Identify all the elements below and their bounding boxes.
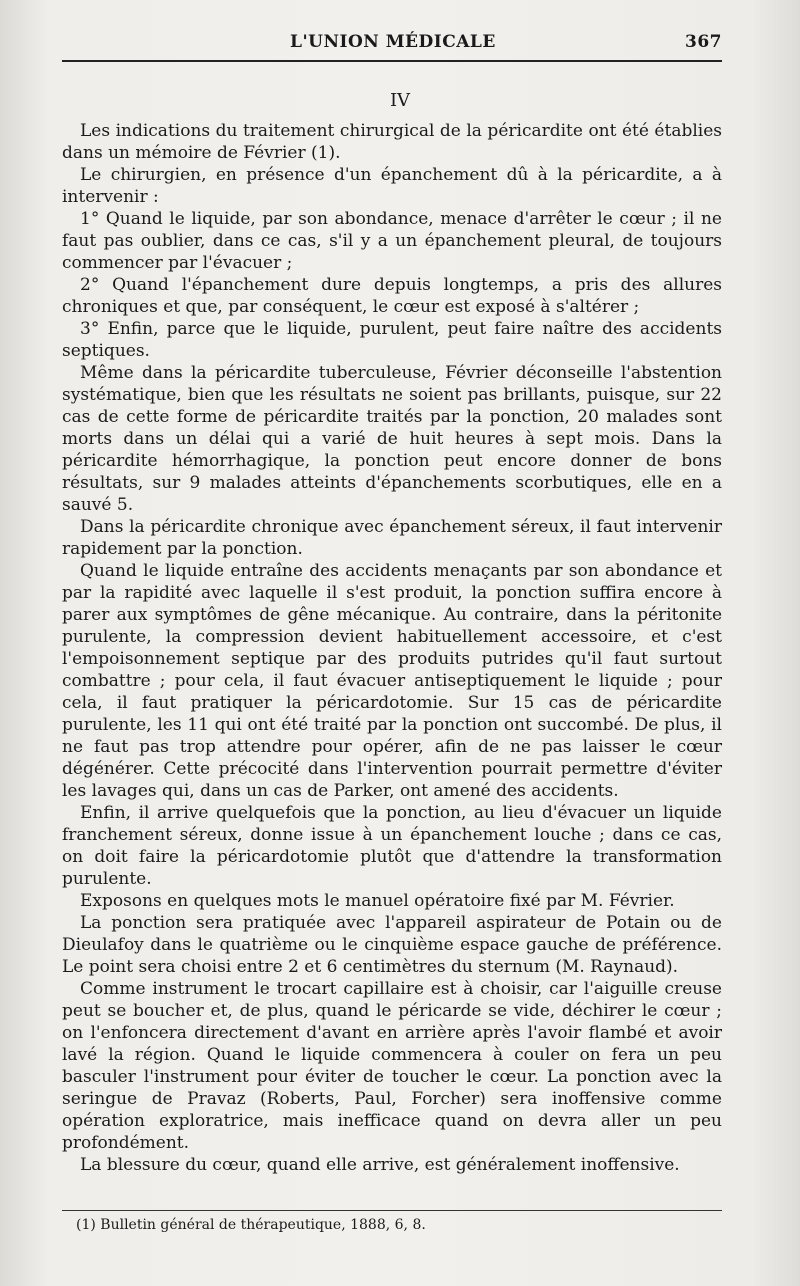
paragraph: 3° Enfin, parce que le liquide, purulent, peut faire naître des accidents septiques. (62, 319, 722, 361)
paragraph: Dans la péricardite chronique avec épanchement séreux, il faut intervenir rapidement par la ponction. (62, 517, 722, 559)
paragraph: La blessure du cœur, quand elle arrive, est généralement inoffensive. (80, 1155, 680, 1175)
paragraph: Enfin, il arrive quelquefois que la ponction, au lieu d'évacuer un liquide franchement séreux, donne issue à un épanchement louche ; dans ce cas, on doit faire la péricardotomie plutôt que d'attendre la transformation purulente. (62, 803, 722, 889)
body-text (62, 120, 722, 1176)
paragraph: La ponction sera pratiquée avec l'appareil aspirateur de Potain ou de Dieulafoy dans le quatrième ou le cinquième espace gauche de préférence. Le point sera choisi entre 2 et 6 centimètres du sternum (M. Raynaud). (62, 913, 722, 977)
journal-title: L'UNION MÉDICALE (290, 32, 496, 52)
paragraph: Le chirurgien, en présence d'un épanchement dû à la péricardite, a à intervenir : (62, 165, 722, 207)
paragraph: Même dans la péricardite tuberculeuse, Février déconseille l'abstention systématique, bien que les résultats ne soient pas brillants, puisque, sur 22 cas de cette forme de péricardite traités par la ponction, 20 malades sont morts dans un délai qui a varié de huit heures à sept mois. Dans la péricardite hémorrhagique, la ponction peut encore donner de bons résultats, sur 9 malades atteints d'épanchements scorbutiques, elle en a sauvé 5. (62, 363, 722, 515)
paragraph: 1° Quand le liquide, par son abondance, menace d'arrêter le cœur ; il ne faut pas oublier, dans ce cas, s'il y a un épanchement pleural, de toujours commencer par l'évacuer ; (62, 209, 722, 273)
paragraph: Comme instrument le trocart capillaire est à choisir, car l'aiguille creuse peut se boucher et, de plus, quand le péricarde se vide, déchirer le cœur ; on l'enfoncera directement d'avant en arrière après l'avoir flambé et avoir lavé la région. Quand le liquide commencera à couler on fera un peu basculer l'instrument pour éviter de toucher le cœur. La ponction avec la seringue de Pravaz (Roberts, Paul, Forcher) sera inoffensive comme opération exploratrice, mais inefficace quand on devra aller un peu profondément. (62, 979, 722, 1153)
paragraph: Quand le liquide entraîne des accidents menaçants par son abondance et par la rapidité avec laquelle il s'est produit, la ponction suffira encore à parer aux symptômes de gêne mécanique. Au contraire, dans la péritonite purulente, la compression devient habituellement accessoire, et c'est l'empoisonnement septique par des produits putrides qu'il faut surtout combattre ; pour cela, il faut évacuer antiseptiquement le liquide ; pour cela, il faut pratiquer la péricardotomie. Sur 15 cas de péricardite purulente, les 11 qui ont été traité par la ponction ont succombé. De plus, il ne faut pas trop attendre pour opérer, afin de ne pas laisser le cœur dégénérer. Cette précocité dans l'intervention pourrait permettre d'éviter les lavages qui, dans un cas de Parker, ont amené des accidents. (62, 561, 722, 801)
paragraph: 2° Quand l'épanchement dure depuis longtemps, a pris des allures chroniques et que, par conséquent, le cœur est exposé à s'altérer ; (62, 275, 722, 317)
running-header (62, 28, 722, 56)
section-heading: IV (389, 90, 411, 111)
footnote: (1) Bulletin général de thérapeutique, 1888, 6, 8. (76, 1217, 426, 1233)
paragraph: Exposons en quelques mots le manuel opératoire fixé par M. Février. (80, 891, 675, 911)
footnote-rule (62, 1210, 722, 1211)
page-number: 367 (685, 32, 722, 52)
header-rule (62, 60, 722, 62)
paragraph: Les indications du traitement chirurgical de la péricardite ont été établies dans un mémoire de Février (1). (62, 121, 722, 163)
